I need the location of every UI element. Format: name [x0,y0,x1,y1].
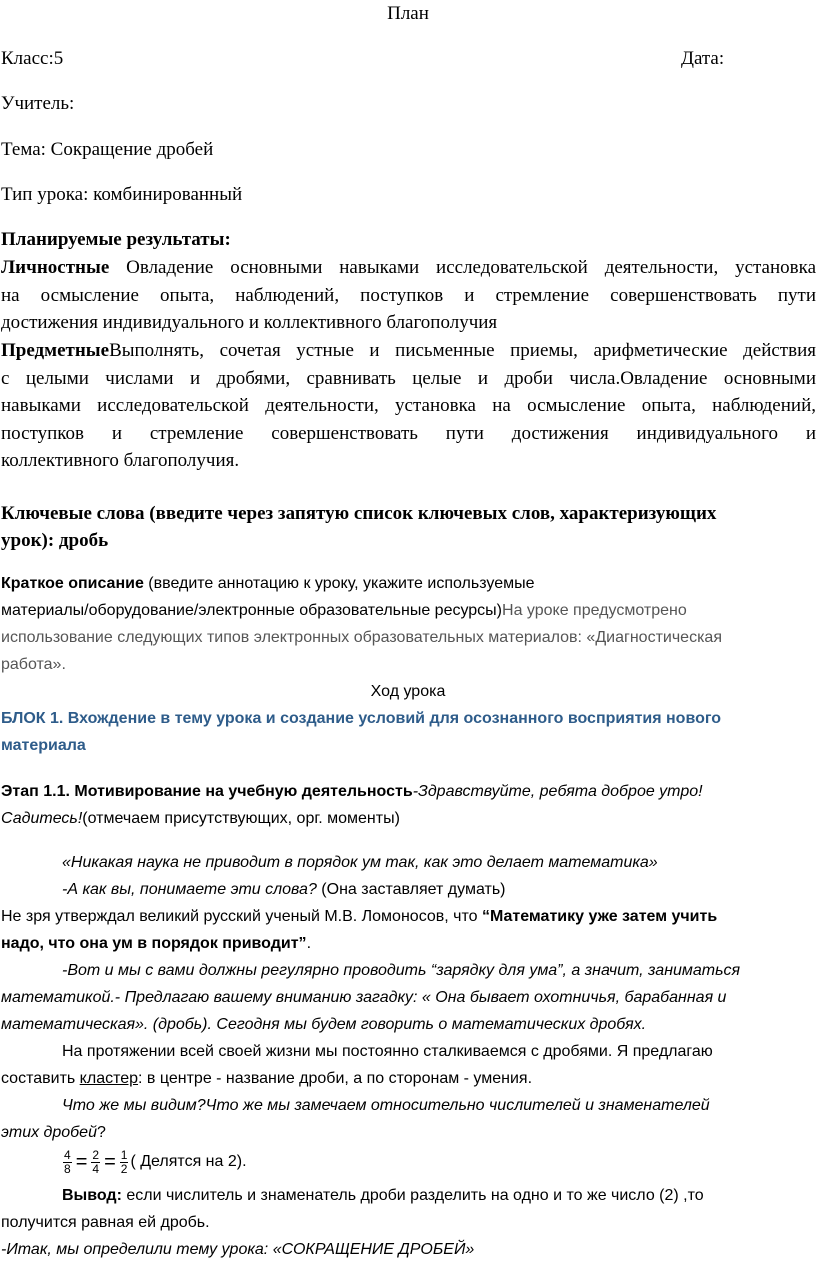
subject-line-4: поступков и стремление совершенствовать пути достижения индивидуального и [1,423,816,444]
lomonosov-line-2 [1,935,816,953]
fraction-numerator: 2 [92,1147,100,1162]
fraction-denominator: 4 [92,1161,100,1176]
equals-sign: = [75,1150,88,1173]
class-label: Класс:5 [1,48,64,69]
stage-note: (отмечаем присутствующих, орг. моменты) [82,810,400,827]
personal-label: Личностные [1,257,110,278]
fraction-equation [62,1145,247,1179]
fraction-1-2 [120,1149,129,1176]
conclusion-label: Вывод: [62,1187,122,1204]
p1-line-1 [62,962,740,980]
p2-line-1: На протяжении всей своей жизни мы постоянно сталкиваемся с дробями. Я предлагаю [62,1043,713,1060]
subject-line-1 [1,340,816,362]
summary-line-4: работа». [1,656,66,673]
summary-line-3: использование следующих типов электронных образовательных материалов: «Диагностическая [1,629,722,646]
quote-text: «Никакая наука не приводит в порядок ум так, как это делает математика» [62,854,658,871]
conclusion-line-2: получится равная ей дробь. [1,1214,210,1231]
conclusion-line-1 [62,1187,704,1205]
fraction-note: ( Делятся на 2). [130,1153,247,1170]
date-label: Дата: [681,48,725,69]
stage-line-2 [1,810,816,828]
subject-text-1: Выполнять, сочетая устные и письменные приемы, арифметические действия [109,340,816,361]
conclusion-text-1: если числитель и знаменатель дроби разделить на одно и то же число (2) ,то [121,1187,704,1204]
p2-text-2a: составить [1,1070,80,1087]
question-answer: (Она заставляет думать) [316,881,506,898]
course-heading: Ход урока [370,683,446,700]
final-line [1,1241,816,1259]
question-text: -А как вы, понимаете эти слова? [62,881,317,898]
summary-label: Краткое описание [1,575,144,592]
keywords-line-2: урок): дробь [1,530,109,551]
block1-heading-line-2: материала [1,737,86,754]
personal-line-3: достижения индивидуального и коллективного благополучия [1,312,498,333]
personal-line-2: на осмысление опыта, наблюдений, поступков и стремление совершенствовать пути [1,285,816,306]
stage-sit: Садитесь! [1,810,83,827]
p3-end: ? [96,1124,106,1141]
final-text: -Итак, мы определили тему урока: «СОКРАЩЕНИЕ ДРОБЕЙ» [1,1241,475,1258]
p3-text-2: этих дробей [1,1124,97,1141]
lomonosov-quote-2: надо, что она ум в порядок приводит” [1,935,307,952]
equals-sign: = [104,1150,116,1173]
topic-line: Тема: Сокращение дробей [1,139,214,160]
summary-line-1 [1,575,816,593]
lomonosov-line-1 [1,908,816,926]
keywords-line-1: Ключевые слова (введите через запятую список ключевых слов, характеризующих [1,503,717,524]
p3-text-1: Что же мы видим?Что же мы замечаем относительно числителей и знаменателей [62,1097,710,1114]
p3-line-2 [1,1124,816,1142]
summary-text-2a: материалы/оборудование/электронные образовательные ресурсы) [1,602,503,619]
teacher-label: Учитель: [1,93,75,114]
results-heading: Планируемые результаты: [1,229,231,250]
subject-line-3: навыками исследовательской деятельности, установка на осмысление опыта, наблюдений, [1,395,816,416]
p2-line-2 [1,1070,816,1088]
lomonosov-end: . [306,935,312,952]
p3-line-1 [62,1097,710,1115]
fraction-numerator: 1 [120,1147,128,1162]
p1-text-1: -Вот и мы с вами должны регулярно проводить “зарядку для ума”, а значит, заниматься [62,962,741,979]
lomonosov-text: Не зря утверждал великий русский ученый М.В. Ломоносов, что [1,908,482,925]
summary-text-2b: На уроке предусмотрено [502,602,687,619]
quote [62,854,658,872]
stage-greeting: -Здравствуйте, ребята доброе утро! [412,783,703,800]
p1-line-3 [1,1016,816,1034]
p1-text-2: математикой.- Предлагаю вашему вниманию загадку: « Она бывает охотничья, барабанная и [1,989,727,1006]
p1-line-2 [1,989,816,1007]
summary-text-1: (введите аннотацию к уроку, укажите используемые [143,575,535,592]
fraction-denominator: 2 [120,1161,128,1176]
personal-line-1 [1,257,816,279]
lomonosov-quote-1: “Математику уже затем учить [481,908,718,925]
fraction-numerator: 4 [64,1147,71,1162]
page-title: План [387,3,429,24]
fraction-denominator: 8 [64,1161,71,1176]
cluster-link: кластер [79,1070,139,1087]
subject-label: Предметные [1,340,110,361]
fraction-2-4 [91,1149,100,1176]
personal-text-1: Овладение основными навыками исследовательской деятельности, установка [109,257,816,278]
subject-line-5: коллективного благополучия. [1,450,240,471]
fraction-4-8 [63,1149,72,1176]
p1-text-3: математическая». (дробь). Сегодня мы будем говорить о математических дробях. [1,1016,647,1033]
stage-line-1 [1,783,816,801]
subject-line-2: с целыми числами и дробями, сравнивать целые и дроби числа.Овладение основными [1,368,816,389]
p2-text-2b: : в центре - название дроби, а по сторонам - умения. [138,1070,533,1087]
question-line [62,881,506,899]
block1-heading-line-1: БЛОК 1. Вхождение в тему урока и создание условий для осознанного восприятия нового [1,710,722,727]
lesson-type: Тип урока: комбинированный [1,184,243,205]
summary-line-2 [1,602,816,620]
stage-label: Этап 1.1. Мотивирование на учебную деятельность [1,783,413,800]
